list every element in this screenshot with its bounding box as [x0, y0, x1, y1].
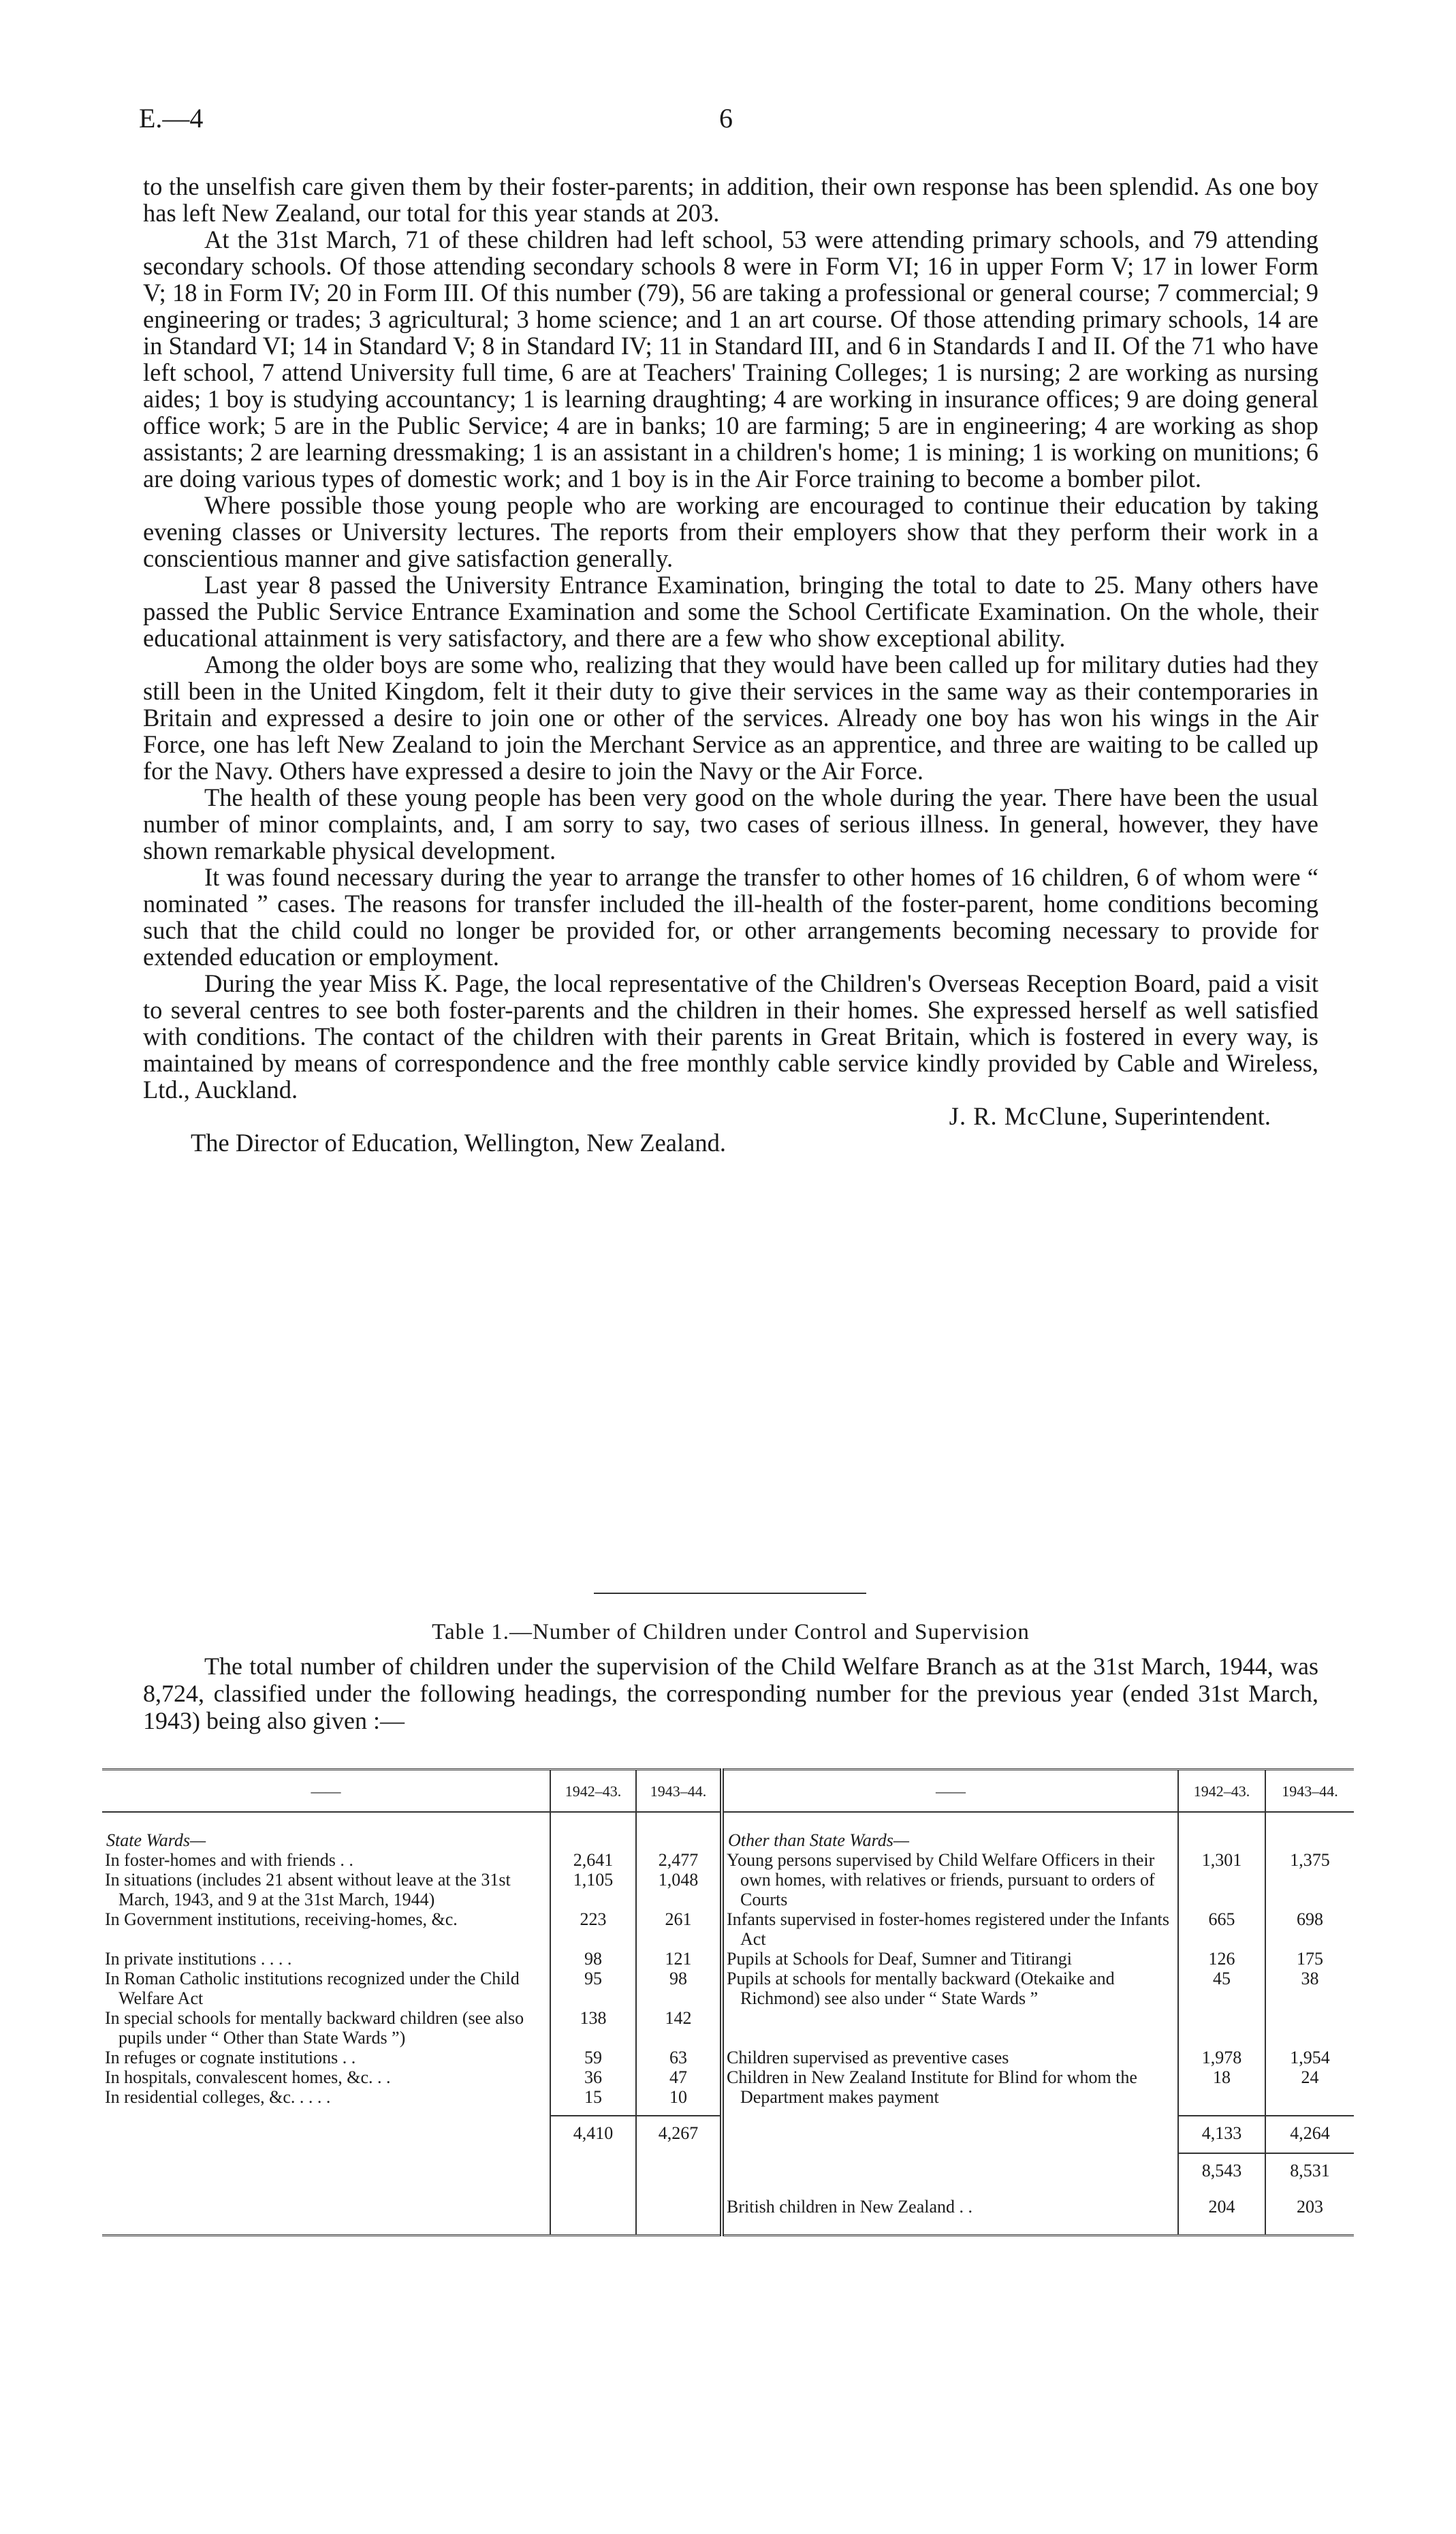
paragraph: Last year 8 passed the University Entrance Examination, bringing the total to date to 25. Many others have passed the Public Service Entrance Examination and some the School Certificate Examination. On the whole, their educational attainment is very satisfactory, and there are a few who show exceptional ability.: [143, 571, 1318, 652]
children-table: [102, 1768, 1354, 2236]
page-header: [139, 102, 1313, 143]
cell-value: 47: [636, 2067, 722, 2087]
section-heading: State Wards—: [106, 1830, 206, 1850]
column-header: 1943–44.: [1265, 1770, 1354, 1813]
cell-value: 175: [1265, 1949, 1354, 1969]
cell-value: 126: [1178, 1949, 1265, 1969]
paragraph: The health of these young people has been very good on the whole during the year. There have been the usual number of minor complaints, and, I am sorry to say, two cases of serious illness. In general, however, they have shown remarkable physical development.: [143, 783, 1318, 864]
row-label: British children in New Zealand . .: [722, 2190, 1178, 2236]
addressee: The Director of Education, Wellington, New Zealand.: [191, 1129, 726, 1157]
paragraph: Among the older boys are some who, realizing that they would have been called up for military duties had they still been in the United Kingdom, felt it their duty to give their services in the same way as their contemporaries in Britain and expressed a desire to join one or other of the services. Already one boy has won his wings in the Air Force, one has left New Zealand to join the Merchant Service as an apprentice, and three are waiting to be called up for the Navy. Others have expressed a desire to join the Navy or the Air Force.: [143, 651, 1318, 785]
cell-value: 261: [636, 1909, 722, 1949]
report-reference: E.—4: [139, 103, 204, 134]
cell-value: 1,105: [550, 1870, 636, 1909]
row-label: In Roman Catholic institutions recognized under the Child Welfare Act: [105, 1969, 520, 2008]
row-label: Children in New Zealand Institute for Blind for whom the Department makes payment: [722, 2067, 1178, 2107]
cell-value: 10: [636, 2087, 722, 2107]
cell-value: 1,048: [636, 1870, 722, 1909]
column-header: 1942–43.: [1178, 1770, 1265, 1813]
cell-value: 223: [550, 1909, 636, 1949]
column-header: 1942–43.: [550, 1770, 636, 1813]
cell-value: 1,301: [1178, 1850, 1265, 1909]
paragraph: At the 31st March, 71 of these children had left school, 53 were attending primary schools, and 79 attending secondary schools. Of those attending secondary schools 8 were in Form VI; 16 in upper Form V; 17 in lower Form V; 18 in Form IV; 20 in Form III. Of this number (79), 56 are taking a professional or general course; 7 commercial; 9 engineering or trades; 3 agricultural; 3 home science; and 1 an art course. Of those attending primary schools, 14 are in Standard VI; 14 in Standard V; 8 in Standard IV; 11 in Standard III, and 6 in Standards I and II. Of the 71 who have left school, 7 attend University full time, 6 are at Teachers' Training Colleges; 1 is nursing; 2 are working as nursing aides; 1 boy is studying accountancy; 1 is learning draughting; 4 are working in insurance offices; 9 are doing general office work; 5 are in the Public Service; 4 are in banks; 10 are farming; 5 are in engineering; 4 are working as shop assistants; 2 are learning dressmaking; 1 is an assistant in a children's home; 1 is mining; 1 is working on munitions; 6 are doing various types of domestic work; and 1 boy is in the Air Force training to become a bomber pilot.: [143, 225, 1318, 492]
cell-value: 1,375: [1265, 1850, 1354, 1909]
cell-value: 18: [1178, 2067, 1265, 2107]
row-label: Pupils at Schools for Deaf, Sumner and Titirangi: [722, 1949, 1178, 1969]
cell-value: 98: [550, 1949, 636, 1969]
cell-value: 1,978: [1178, 2048, 1265, 2067]
cell-value: 138: [550, 2008, 636, 2048]
cell-value: 95: [550, 1969, 636, 2008]
column-header: 1943–44.: [636, 1770, 722, 1813]
row-label: In residential colleges, &c. . . . .: [105, 2087, 331, 2107]
row-label: Young persons supervised by Child Welfare Officers in their own homes, with relatives or friends, pursuant to orders of Courts: [722, 1850, 1178, 1909]
column-header: ——: [102, 1770, 550, 1813]
report-body: [143, 173, 1318, 1156]
table-header-row: [102, 1770, 1354, 1813]
table-intro: [143, 1653, 1318, 1734]
right-total-1943: 4,264: [1265, 2116, 1354, 2153]
cell-value: 15: [550, 2087, 636, 2107]
table-title: Table 1.—Number of Children under Control and Supervision: [432, 1620, 1030, 1644]
row-label: Pupils at schools for mentally backward (Otekaike and Richmond) see also under “ State Wards ”: [722, 1969, 1178, 2048]
cell-value: 142: [636, 2008, 722, 2048]
row-label: In foster-homes and with friends . .: [105, 1850, 353, 1870]
paragraph: Where possible those young people who are working are encouraged to continue their education by taking evening classes or University lectures. The reports from their employers show that they perform their work in a conscientious manner and give satisfaction generally.: [143, 491, 1318, 572]
table-row: [102, 1969, 1354, 2008]
cell-value: 59: [550, 2048, 636, 2067]
row-label: Infants supervised in foster-homes registered under the Infants Act: [722, 1909, 1178, 1949]
table-row: [102, 2048, 1354, 2067]
cell-value: 204: [1178, 2190, 1265, 2236]
row-label: Children supervised as preventive cases: [722, 2048, 1178, 2067]
cell-value: 2,477: [636, 1850, 722, 1870]
cell-value: 38: [1265, 1969, 1354, 2048]
paragraph: to the unselfish care given them by their foster-parents; in addition, their own response has been splendid. As one boy has left New Zealand, our total for this year stands at 203.: [143, 172, 1318, 227]
signature-title: , Superintendent.: [1101, 1102, 1271, 1130]
row-label: In Government institutions, receiving-homes, &c.: [105, 1909, 458, 1929]
cell-value: 203: [1265, 2190, 1354, 2236]
signature-name: J. R. McClune: [949, 1102, 1102, 1130]
cell-value: 2,641: [550, 1850, 636, 1870]
cell-value: 24: [1265, 2067, 1354, 2107]
row-label: In private institutions . . . .: [105, 1949, 292, 1969]
page-number: 6: [719, 103, 733, 134]
row-label: In special schools for mentally backward children (see also pupils under “ Other than State Wards ”): [105, 2008, 524, 2048]
column-header: ——: [722, 1770, 1178, 1813]
cell-value: 45: [1178, 1969, 1265, 2048]
grand-total-1942: 8,543: [1178, 2153, 1265, 2190]
table-row: [102, 2190, 1354, 2236]
grand-total-row: [102, 2153, 1354, 2190]
table-row: [102, 1850, 1354, 1870]
table-row: [102, 2067, 1354, 2087]
left-total-1942: 4,410: [550, 2116, 636, 2153]
section-divider: [594, 1593, 866, 1594]
row-label: In refuges or cognate institutions . .: [105, 2048, 356, 2067]
cell-value: 121: [636, 1949, 722, 1969]
grand-total-1943: 8,531: [1265, 2153, 1354, 2190]
signature: [143, 1103, 1318, 1129]
table-row: [102, 1909, 1354, 1949]
table-row: [102, 1949, 1354, 1969]
table-intro-text: The total number of children under the supervision of the Child Welfare Branch as at the 31st March, 1944, was 8,724, classified under the following headings, the corresponding number for the previous year (ended 31st March, 1943) being also given :—: [143, 1653, 1318, 1734]
cell-value: 98: [636, 1969, 722, 2008]
left-total-1943: 4,267: [636, 2116, 722, 2153]
cell-value: 698: [1265, 1909, 1354, 1949]
right-total-1942: 4,133: [1178, 2116, 1265, 2153]
table-row: [102, 1812, 1354, 1850]
cell-value: 63: [636, 2048, 722, 2067]
cell-value: 36: [550, 2067, 636, 2087]
paragraph: It was found necessary during the year to arrange the transfer to other homes of 16 children, 6 of whom were “ nominated ” cases. The reasons for transfer included the ill-health of the foster-parent, home conditions becoming such that the child could no longer be provided for, or other arrangements becoming necessary to provide for extended education or employment.: [143, 863, 1318, 971]
subtotal-row: [102, 2116, 1354, 2153]
section-heading: Other than State Wards—: [722, 1812, 1178, 1850]
cell-value: 665: [1178, 1909, 1265, 1949]
row-label: In situations (includes 21 absent without leave at the 31st March, 1943, and 9 at the 31st March, 1944): [105, 1870, 511, 1909]
cell-value: 1,954: [1265, 2048, 1354, 2067]
row-label: In hospitals, convalescent homes, &c. . .: [105, 2067, 391, 2087]
paragraph: During the year Miss K. Page, the local representative of the Children's Overseas Reception Board, paid a visit to several centres to see both foster-parents and the children in their homes. She expressed herself as well satisfied with conditions. The contact of the children with their parents in Great Britain, which is fostered in every way, is maintained by means of correspondence and the free monthly cable service kindly provided by Cable and Wireless, Ltd., Auckland.: [143, 969, 1318, 1104]
